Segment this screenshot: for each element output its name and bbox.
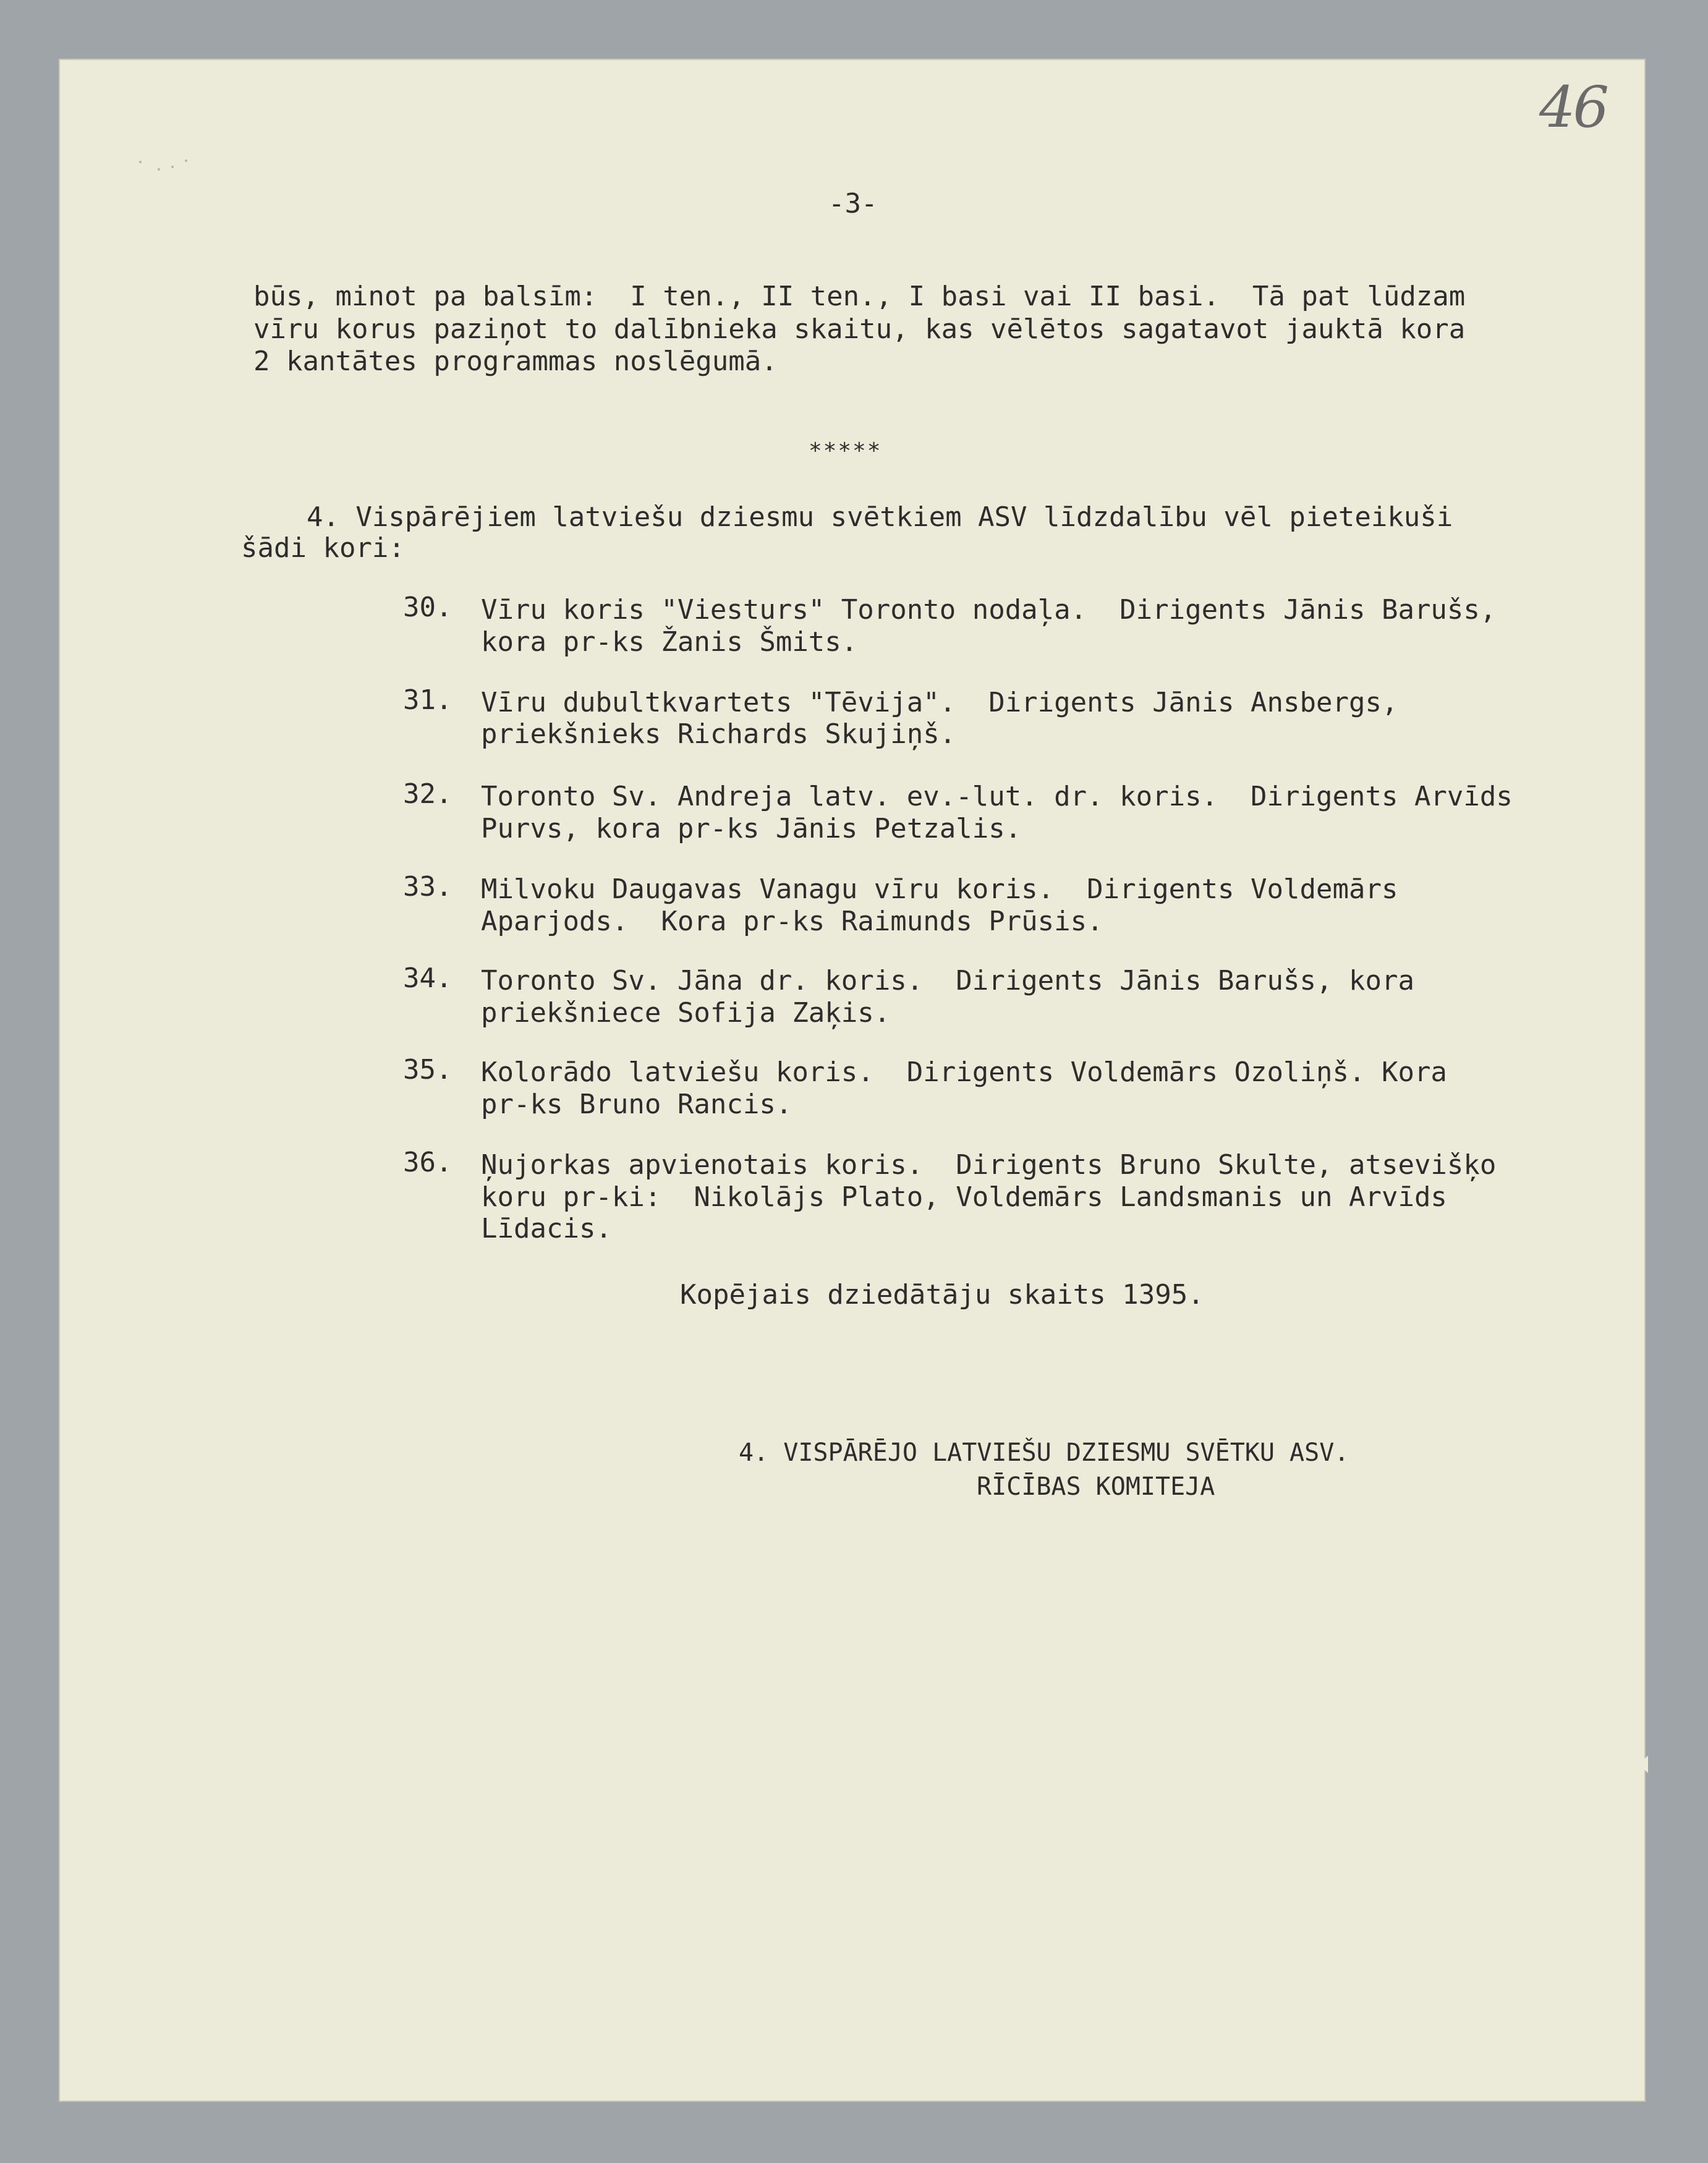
choir-line: Milvoku Daugavas Vanagu vīru koris. Dirigents Voldemārs: [481, 873, 1398, 905]
choir-number: 32.: [403, 778, 452, 810]
paper-edge-notch: [1638, 1756, 1648, 1773]
section-line: šādi kori:: [241, 532, 405, 564]
choir-line: kora pr-ks Žanis Šmits.: [481, 626, 858, 658]
intro-line: 2 kantātes programmas noslēgumā.: [253, 346, 778, 377]
choir-line: koru pr-ki: Nikolājs Plato, Voldemārs Landsmanis un Arvīds: [481, 1181, 1447, 1213]
handwritten-page-number: 46: [1539, 74, 1607, 140]
choir-line: Purvs, kora pr-ks Jānis Petzalis.: [481, 813, 1022, 844]
intro-line: vīru korus paziņot to dalībnieka skaitu, kas vēlētos sagatavot jauktā kora: [253, 313, 1466, 345]
choir-line: pr-ks Bruno Rancis.: [481, 1089, 792, 1120]
choir-line: Vīru koris "Viesturs" Toronto nodaļa. Dirigents Jānis Barušs,: [481, 594, 1497, 626]
committee-signature-line1: 4. VISPĀRĒJO LATVIEŠU DZIESMU SVĒTKU ASV.: [739, 1438, 1349, 1467]
choir-line: Kolorādo latviešu koris. Dirigents Voldemārs Ozoliņš. Kora: [481, 1056, 1447, 1088]
choir-number: 31.: [403, 684, 452, 716]
choir-line: Toronto Sv. Jāna dr. koris. Dirigents Jānis Barušs, kora: [481, 965, 1414, 997]
choir-line: Līdacis.: [481, 1213, 612, 1244]
choir-line: Aparjods. Kora pr-ks Raimunds Prūsis.: [481, 906, 1103, 937]
intro-line: būs, minot pa balsīm: I ten., II ten., I basi vai II basi. Tā pat lūdzam: [253, 281, 1466, 312]
committee-signature-line2: RĪCĪBAS KOMITEJA: [977, 1472, 1215, 1501]
choir-number: 30.: [403, 592, 452, 623]
choir-number: 33.: [403, 871, 452, 903]
choir-number: 35.: [403, 1054, 452, 1086]
section-line: 4. Vispārējiem latviešu dziesmu svētkiem ASV līdzdalību vēl pieteikuši: [241, 501, 1453, 533]
choir-line: Vīru dubultkvartets "Tēvija". Dirigents Jānis Ansbergs,: [481, 687, 1398, 718]
choir-line: priekšnieks Richards Skujiņš.: [481, 718, 956, 750]
choir-number: 34.: [403, 963, 452, 994]
choir-line: priekšniece Sofija Zaķis.: [481, 997, 891, 1029]
separator-asterisks: *****: [809, 438, 882, 464]
choir-line: Ņujorkas apvienotais koris. Dirigents Bruno Skulte, atsevišķo: [481, 1149, 1497, 1181]
paper-specks: [133, 155, 195, 192]
choir-number: 36.: [403, 1147, 452, 1178]
total-singers: Kopējais dziedātāju skaits 1395.: [680, 1279, 1204, 1311]
choir-line: Toronto Sv. Andreja latv. ev.-lut. dr. koris. Dirigents Arvīds: [481, 781, 1513, 812]
page-number: -3-: [828, 188, 878, 219]
